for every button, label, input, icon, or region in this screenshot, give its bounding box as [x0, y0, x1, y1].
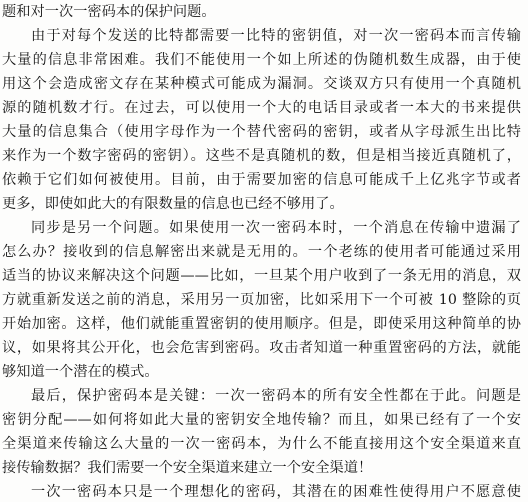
text-line: 适当的协议来解决这个问题——比如，一旦某个用户收到了一条无用的消息，双: [2, 268, 521, 284]
text-line: 来作为一个数字密码的密钥）。这些不是真随机的数，但是相当接近真随机了，: [2, 148, 521, 164]
text-line: 依赖于它们如何被使用。目前，由于需要加密的信息可能成千上亿兆字节或者: [2, 172, 521, 188]
text-line: 大量的信息非常困难。我们不能使用一个如上所述的伪随机数生成器，由于使: [2, 52, 521, 68]
text-line: 更多，即使如此大的有限数量的信息也已经不够用了。: [2, 196, 344, 212]
text-line: 方就重新发送之前的消息，采用另一页加密，比如采用下一个可被 10 整除的页: [2, 292, 521, 308]
text-line: 全渠道来传输这么大量的一次一密码本，为什么不能直接用这个安全渠道来直: [2, 436, 521, 452]
text-line: 够知道一个潜在的模式。: [2, 364, 159, 380]
text-line: 密钥分配——如何将如此大量的密钥安全地传输？而且，如果已经有了一个安: [2, 412, 521, 428]
text-line: 题和对一次一密码本的保护问题。: [2, 4, 216, 20]
text-line: 由于对每个发送的比特都需要一比特的密钥值，对一次一密码本而言传输: [31, 28, 521, 44]
text-line: 开始加密。这样，他们就能重置密钥的使用顺序。但是，即使采用这种简单的协: [2, 316, 521, 332]
text-line: 源的随机数才行。在过去，可以使用一个大的电话目录或者一本大的书来提供: [2, 100, 521, 116]
text-line: 最后，保护密码本是关键：一次一密码本的所有安全性都在于此。问题是: [31, 388, 521, 404]
text-line: 用这个会造成密文存在某种模式可能成为漏洞。交谈双方只有使用一个真随机: [2, 76, 521, 92]
text-line: 议，如果将其公开化，也会危害到密码。攻击者知道一种重置密码的方法，就能: [2, 340, 521, 356]
text-line: 同步是另一个问题。如果使用一次一密码本时，一个消息在传输中遗漏了: [31, 220, 521, 236]
text-line: 接传输数据？我们需要一个安全渠道来建立一个安全渠道！: [2, 460, 373, 476]
text-line: 一次一密码本只是一个理想化的密码，其潜在的困难性使得用户不愿意使: [31, 484, 521, 500]
text-line: 怎么办？接收到的信息解密出来就是无用的。一个老练的使用者可能通过采用: [2, 244, 521, 260]
text-line: 大量的信息集合（使用字母作为一个替代密码的密钥，或者从字母派生出比特: [2, 124, 521, 140]
